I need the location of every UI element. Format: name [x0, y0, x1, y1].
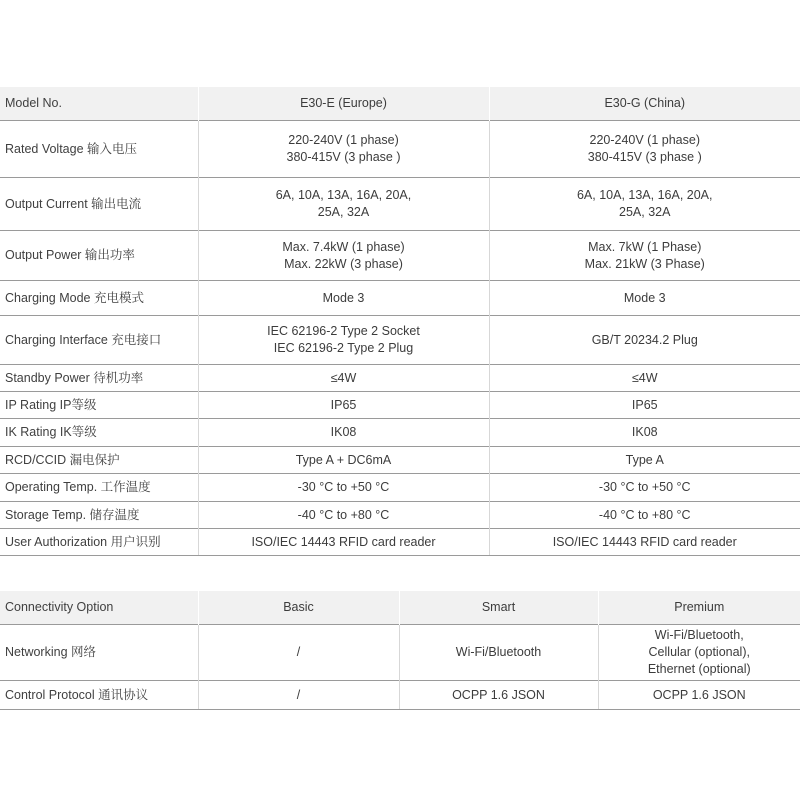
spec-row	[0, 447, 800, 474]
conn-cell-line: OCPP 1.6 JSON	[652, 687, 746, 702]
spec-cell-col1	[198, 178, 489, 231]
spec-cell-col1	[198, 231, 489, 281]
conn-cell-col3	[598, 681, 800, 710]
spec-table	[0, 87, 800, 556]
conn-row	[0, 625, 800, 681]
spec-cell-line: Max. 21kW (3 Phase)	[584, 256, 705, 271]
spec-cell-line: IP65	[631, 397, 658, 412]
spec-row	[0, 316, 800, 365]
spec-row	[0, 121, 800, 178]
spec-cell-line: 220-240V (1 phase)	[589, 133, 700, 147]
spec-cell-line: Max. 7kW (1 Phase)	[588, 239, 702, 254]
spec-cell-line: IK08	[330, 425, 357, 439]
conn-cell-line: /	[296, 645, 301, 659]
spec-cell-line: Mode 3	[623, 290, 666, 305]
spec-cell-line: -30 °C to +50 °C	[297, 480, 390, 494]
conn-row	[0, 681, 800, 710]
spec-cell-col1	[198, 121, 489, 178]
conn-header-basic: Basic	[198, 591, 399, 625]
conn-header-smart: Smart	[399, 591, 598, 625]
spec-cell-line: ISO/IEC 14443 RFID card reader	[251, 534, 436, 549]
conn-cell-col1	[198, 681, 399, 710]
spec-row-label: Charging Mode 充电模式	[0, 281, 198, 316]
conn-cell-line: Cellular (optional),	[648, 645, 750, 659]
spec-header-col1: E30-E (Europe)	[198, 87, 489, 121]
spec-row	[0, 178, 800, 231]
spec-cell-col2	[489, 447, 800, 474]
spec-row	[0, 231, 800, 281]
conn-cell-line: /	[296, 687, 301, 702]
spec-row-label: Operating Temp. 工作温度	[0, 474, 198, 502]
spec-row	[0, 365, 800, 392]
spec-cell-line: 6A, 10A, 13A, 16A, 20A,	[275, 188, 412, 202]
spec-cell-col1	[198, 529, 489, 556]
spec-row-label: Standby Power 待机功率	[0, 365, 198, 392]
spec-cell-line: 220-240V (1 phase)	[288, 133, 399, 147]
spec-row-label: User Authorization 用户识别	[0, 529, 198, 556]
spec-cell-col1	[198, 474, 489, 502]
spec-row-label: Storage Temp. 储存温度	[0, 502, 198, 529]
spec-cell-col1	[198, 365, 489, 392]
spec-cell-line: IK08	[631, 425, 658, 439]
spec-row-label: Rated Voltage 输入电压	[0, 121, 198, 178]
spec-cell-col2	[489, 392, 800, 419]
spec-cell-line: -40 °C to +80 °C	[598, 507, 691, 522]
spec-cell-line: IEC 62196-2 Type 2 Plug	[273, 341, 414, 355]
spec-header-col2: E30-G (China)	[489, 87, 800, 121]
spec-cell-line: 380-415V (3 phase )	[286, 150, 401, 164]
spec-cell-line: ≤4W	[330, 370, 357, 385]
spec-row-label: Output Power 输出功率	[0, 231, 198, 281]
spec-cell-col2	[489, 121, 800, 178]
spec-row-label: IP Rating IP等级	[0, 392, 198, 419]
spec-cell-line: ≤4W	[631, 370, 658, 385]
spec-cell-line: Type A	[625, 452, 664, 467]
spec-cell-col1	[198, 502, 489, 529]
spec-cell-line: 25A, 32A	[317, 205, 370, 219]
spec-cell-line: ISO/IEC 14443 RFID card reader	[552, 534, 737, 549]
spec-cell-line: Type A + DC6mA	[295, 452, 392, 467]
spec-row-label: Charging Interface 充电接口	[0, 316, 198, 365]
spec-cell-line: 6A, 10A, 13A, 16A, 20A,	[576, 188, 713, 202]
spec-cell-line: GB/T 20234.2 Plug	[591, 332, 698, 347]
connectivity-table	[0, 591, 800, 710]
spec-cell-line: Mode 3	[322, 290, 365, 305]
spec-cell-col2	[489, 281, 800, 316]
spec-row	[0, 502, 800, 529]
spec-row	[0, 419, 800, 447]
spec-body	[0, 121, 800, 556]
spec-row-label: IK Rating IK等级	[0, 419, 198, 447]
spec-cell-line: -40 °C to +80 °C	[297, 507, 390, 522]
conn-body	[0, 625, 800, 710]
conn-cell-line: Ethernet (optional)	[647, 662, 751, 676]
spec-cell-col2	[489, 529, 800, 556]
spec-row-label: Output Current 输出电流	[0, 178, 198, 231]
conn-cell-col1	[198, 625, 399, 681]
spec-cell-line: IEC 62196-2 Type 2 Socket	[267, 324, 420, 338]
conn-cell-line: Wi-Fi/Bluetooth,	[654, 628, 744, 642]
spec-cell-line: Max. 22kW (3 phase)	[284, 256, 403, 271]
spec-cell-col1	[198, 447, 489, 474]
spec-cell-line: IP65	[330, 397, 357, 412]
spec-cell-col1	[198, 281, 489, 316]
spec-row-label: RCD/CCID 漏电保护	[0, 447, 198, 474]
spec-row	[0, 474, 800, 502]
spec-cell-col1	[198, 316, 489, 365]
conn-row-label: Control Protocol 通讯协议	[0, 681, 198, 710]
spec-cell-col2	[489, 502, 800, 529]
spec-cell-col1	[198, 392, 489, 419]
spec-row	[0, 529, 800, 556]
spec-row	[0, 392, 800, 419]
spec-cell-line: 25A, 32A	[619, 205, 671, 219]
spec-cell-col2	[489, 316, 800, 365]
conn-cell-col2	[399, 681, 598, 710]
spec-cell-line: -30 °C to +50 °C	[598, 480, 691, 494]
spec-cell-col2	[489, 178, 800, 231]
spec-cell-col2	[489, 474, 800, 502]
spec-cell-col2	[489, 419, 800, 447]
spec-header-label: Model No.	[0, 87, 198, 121]
conn-cell-line: Wi-Fi/Bluetooth	[455, 645, 542, 659]
spec-cell-line: Max. 7.4kW (1 phase)	[282, 239, 405, 254]
conn-header-row	[0, 591, 800, 625]
conn-row-label: Networking 网络	[0, 625, 198, 681]
spec-cell-col2	[489, 231, 800, 281]
spec-cell-col1	[198, 419, 489, 447]
conn-cell-line: OCPP 1.6 JSON	[452, 687, 545, 702]
spec-row	[0, 281, 800, 316]
conn-header-label: Connectivity Option	[0, 591, 198, 625]
conn-cell-col2	[399, 625, 598, 681]
spec-cell-line: 380-415V (3 phase )	[587, 150, 702, 164]
spec-cell-col2	[489, 365, 800, 392]
spec-header-row	[0, 87, 800, 121]
conn-cell-col3	[598, 625, 800, 681]
conn-header-premium: Premium	[598, 591, 800, 625]
